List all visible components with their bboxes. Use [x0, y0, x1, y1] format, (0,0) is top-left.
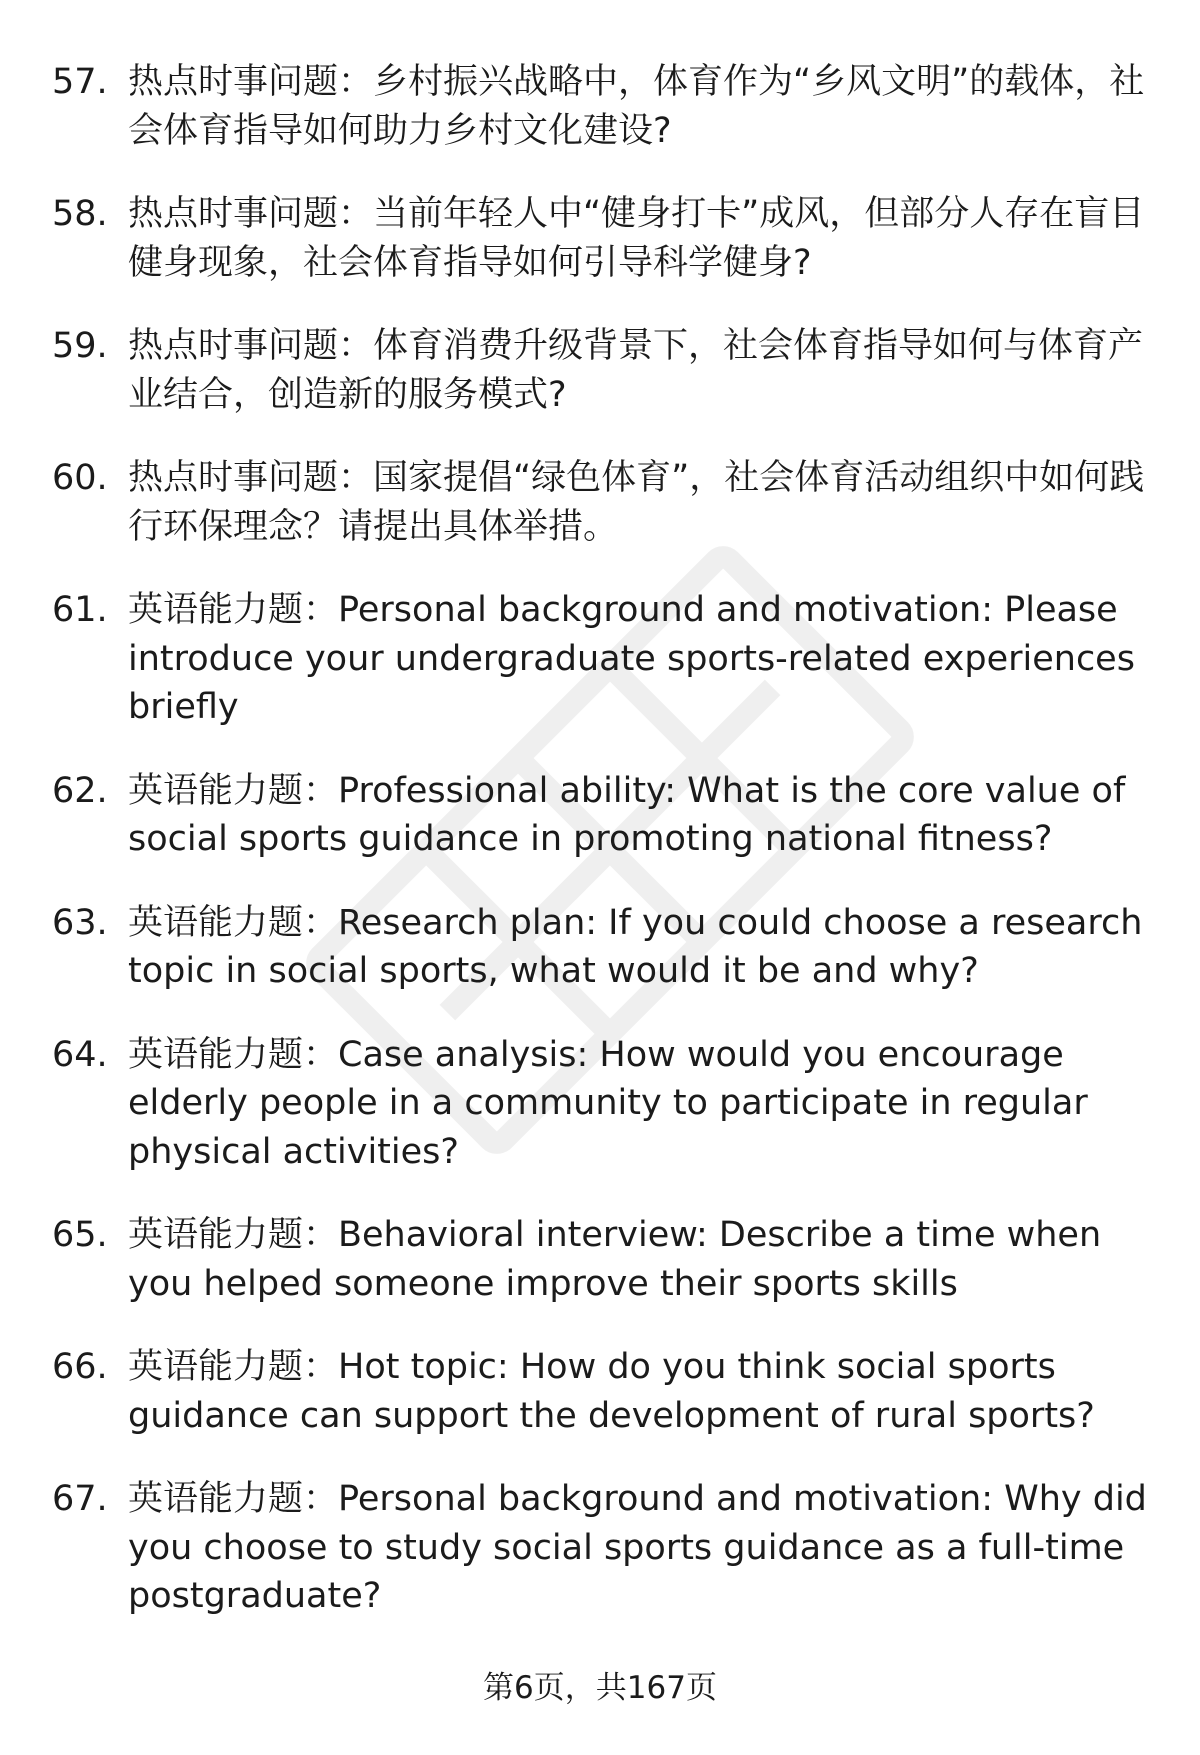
question-text: 乡村振兴战略中，体育作为“乡风文明”的载体，社会体育指导如何助力乡村文化建设?	[128, 62, 1145, 151]
question-category: 热点时事问题：	[128, 62, 374, 102]
page-number-footer: 第6页，共167页	[483, 1670, 717, 1706]
question-category: 英语能力题：	[128, 1347, 339, 1387]
question-number: 62.	[52, 770, 108, 811]
question-text: 国家提倡“绿色体育”，社会体育活动组织中如何践行环保理念？请提出具体举措。	[128, 458, 1145, 547]
question-category: 英语能力题：	[128, 1215, 339, 1255]
question-item	[0, 1031, 1200, 1177]
question-category: 热点时事问题：	[128, 458, 374, 498]
question-item	[0, 899, 1200, 996]
question-item	[0, 767, 1200, 864]
question-category: 英语能力题：	[128, 590, 339, 630]
question-item	[0, 454, 1200, 551]
question-number: 63.	[52, 902, 108, 943]
question-number: 59.	[52, 326, 108, 366]
question-item	[0, 58, 1200, 155]
question-number: 67.	[52, 1479, 108, 1519]
question-list	[0, 58, 1200, 1656]
question-category: 英语能力题：	[128, 1479, 339, 1519]
question-category: 英语能力题：	[128, 902, 339, 943]
question-item	[0, 1211, 1200, 1308]
question-item	[0, 1343, 1200, 1440]
question-item	[0, 190, 1200, 287]
question-category: 热点时事问题：	[128, 194, 374, 234]
question-text: Personal background and motivation: Why did you choose to study social sports guidance as a full-time postgraduate?	[128, 1479, 1147, 1616]
question-category: 热点时事问题：	[128, 326, 374, 366]
question-item	[0, 1475, 1200, 1621]
question-text: Research plan: If you could choose a research topic in social sports, what would it be and why?	[128, 902, 1143, 991]
question-text: Behavioral interview: Describe a time when you helped someone improve their sports skills	[128, 1215, 1102, 1304]
question-text: 体育消费升级背景下，社会体育指导如何与体育产业结合，创造新的服务模式?	[128, 326, 1144, 415]
question-number: 66.	[52, 1347, 108, 1387]
question-text: Case analysis: How would you encourage elderly people in a community to participate in regular physical activities?	[128, 1034, 1088, 1172]
question-number: 65.	[52, 1215, 108, 1255]
question-number: 61.	[52, 590, 108, 630]
question-item	[0, 586, 1200, 732]
question-category: 英语能力题：	[128, 770, 339, 811]
question-item	[0, 322, 1200, 419]
question-number: 60.	[52, 458, 108, 498]
question-number: 64.	[52, 1034, 108, 1075]
question-number: 57.	[52, 62, 108, 102]
question-text: Personal background and motivation: Please introduce your undergraduate sports-related experiences briefly	[128, 590, 1135, 727]
question-number: 58.	[52, 194, 108, 234]
question-text: Hot topic: How do you think social sports guidance can support the development of rural sports?	[128, 1347, 1095, 1436]
question-text: Professional ability: What is the core value of social sports guidance in promoting national fitness?	[128, 770, 1126, 859]
question-category: 英语能力题：	[128, 1034, 339, 1075]
question-text: 当前年轻人中“健身打卡”成风，但部分人存在盲目健身现象，社会体育指导如何引导科学健身?	[128, 194, 1145, 283]
